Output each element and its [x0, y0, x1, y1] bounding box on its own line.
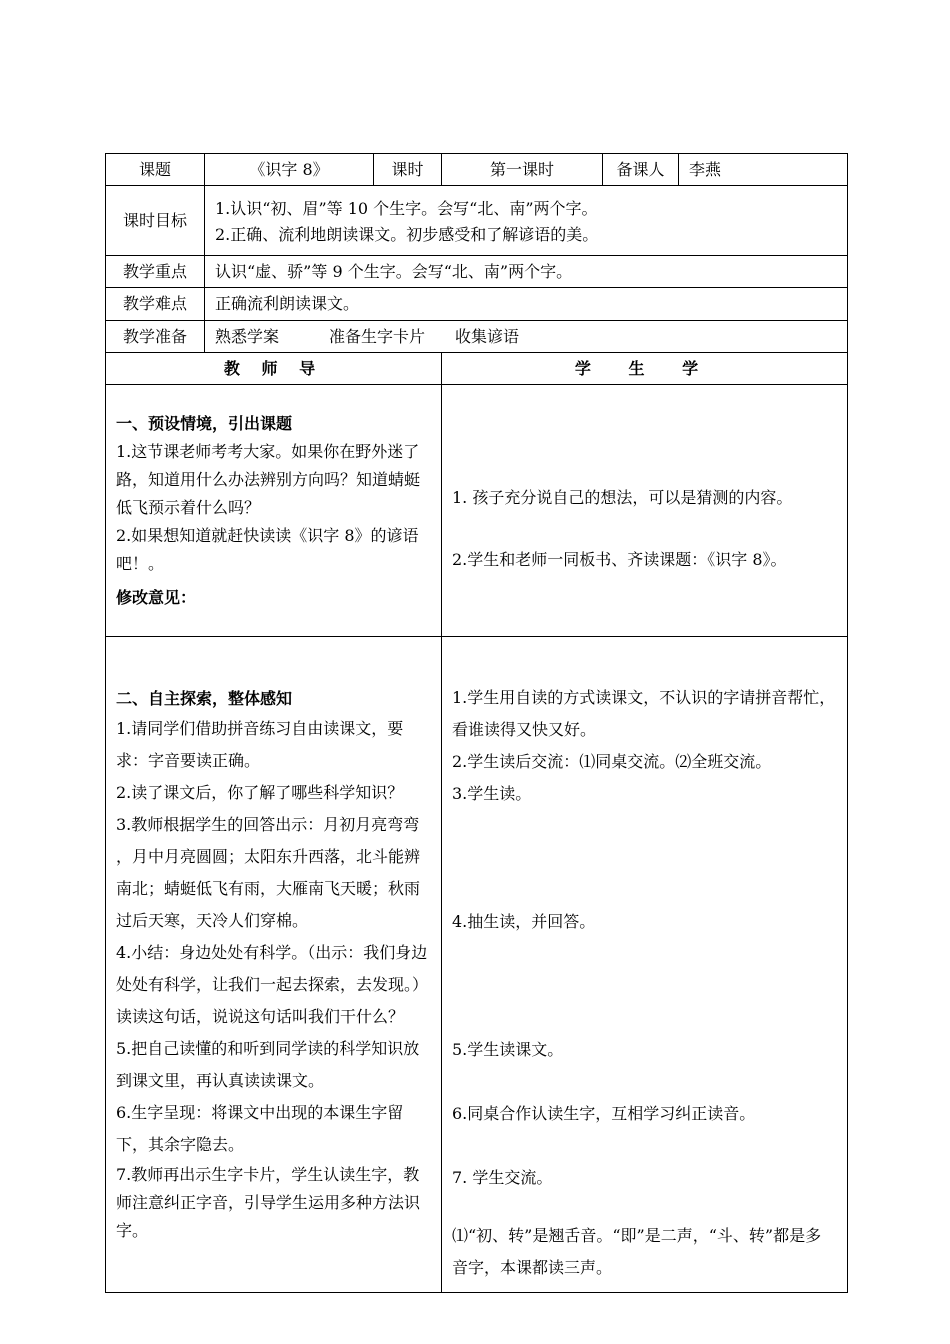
- goal-line-2: 2.正确、流利地朗读课文。初步感受和了解谚语的美。: [215, 225, 599, 244]
- section-2-teacher: [106, 637, 442, 1293]
- section-2-student-item-8: ⑴“初、转”是翘舌音。“即”是二声，“斗、转”都是多音字，本课都读三声。: [452, 1225, 822, 1277]
- section-2-student-item-7: 7. 学生交流。: [452, 1167, 553, 1187]
- section-2-teacher-item-6: 6.生字呈现：将课文中出现的本课生字留下，其余字隐去。: [116, 1102, 404, 1154]
- teacher-label: 备课人: [603, 154, 679, 186]
- section-1-student-item-2: 2.学生和老师一同板书、齐读课题：《识字 8》。: [452, 549, 787, 569]
- prep-item-2: 准备生字卡片: [329, 326, 426, 346]
- subject-value: 《识字 8》: [205, 154, 374, 186]
- section-2-student-item-6: 6.同桌合作认读生字，互相学习纠正读音。: [452, 1103, 756, 1123]
- difficulty-row: [106, 288, 848, 321]
- section-1-teacher: [106, 385, 442, 637]
- student-column-header: 学 生 学: [442, 353, 848, 385]
- goal-line-1: 1.认识“初、眉”等 10 个生字。会写“北、南”两个字。: [215, 199, 598, 218]
- period-label: 课时: [374, 154, 442, 186]
- section-1-student: [442, 385, 848, 637]
- header-row: [106, 154, 848, 186]
- focus-value: 认识“虚、骄”等 9 个生字。会写“北、南”两个字。: [205, 256, 848, 288]
- goal-content: [205, 186, 848, 256]
- section-2-teacher-item-1: 1.请同学们借助拼音练习自由读课文，要求：字音要读正确。: [116, 718, 404, 770]
- goal-label: 课时目标: [106, 186, 205, 256]
- section-1-row: [106, 385, 848, 637]
- focus-row: [106, 256, 848, 288]
- section-2-teacher-item-2: 2.读了课文后，你了解了哪些科学知识？: [116, 782, 404, 802]
- section-2-teacher-item-5: 5.把自己读懂的和听到同学读的科学知识放到课文里，再认真读读课文。: [116, 1038, 420, 1090]
- section-2-title: 二、自主探索，整体感知: [116, 688, 293, 708]
- column-header-row: [106, 353, 848, 385]
- section-2-student-item-1: 1.学生用自读的方式读课文，不认识的字请拼音帮忙，看谁读得又快又好。: [452, 687, 836, 739]
- prep-row: [106, 321, 848, 353]
- section-1-teacher-item-1: 1.这节课老师考考大家。如果你在野外迷了路，知道用什么办法辨别方向吗？知道蜻蜓低飞预示着什么吗？: [116, 441, 421, 517]
- section-2-teacher-item-7: 7.教师再出示生字卡片，学生认读生字，教师注意纠正字音，引导学生运用多种方法识字。: [116, 1164, 421, 1240]
- difficulty-label: 教学难点: [106, 288, 205, 321]
- section-2-teacher-item-3: 3.教师根据学生的回答出示：月初月亮弯弯 ，月中月亮圆圆；太阳东升西落，北斗能辨南北；蜻蜓低飞有雨，大雁南飞天暖；秋雨过后天寒，天冷人们穿棉。: [116, 814, 421, 930]
- teacher-column-header: 教 师 导: [106, 353, 442, 385]
- lesson-plan-table: [105, 153, 848, 1293]
- section-2-student: [442, 637, 848, 1293]
- revise-label: 修改意见：: [116, 587, 197, 607]
- period-value: 第一课时: [442, 154, 603, 186]
- section-2-teacher-item-4: 4.小结：身边处处有科学。（出示：我们身边处处有科学，让我们一起去探索，去发现。）读读这句话，说说这句话叫我们干什么？: [116, 942, 429, 1026]
- section-2-student-item-4: 4.抽生读，并回答。: [452, 911, 596, 931]
- section-2-student-item-2: 2.学生读后交流：⑴同桌交流。⑵全班交流。: [452, 751, 772, 771]
- prep-value: [205, 321, 848, 353]
- prep-item-1: 熟悉学案: [215, 326, 280, 346]
- section-2-row: [106, 637, 848, 1293]
- teacher-value: 李燕: [679, 154, 848, 186]
- section-1-title: 一、预设情境，引出课题: [116, 413, 293, 433]
- difficulty-value: 正确流利朗读课文。: [205, 288, 848, 321]
- prep-label: 教学准备: [106, 321, 205, 353]
- section-2-student-item-5: 5.学生读课文。: [452, 1039, 564, 1059]
- goal-row: [106, 186, 848, 256]
- focus-label: 教学重点: [106, 256, 205, 288]
- section-1-student-item-1: 1. 孩子充分说自己的想法，可以是猜测的内容。: [452, 487, 793, 507]
- subject-label: 课题: [106, 154, 205, 186]
- prep-item-3: 收集谚语: [455, 326, 520, 346]
- section-2-student-item-3: 3.学生读。: [452, 783, 532, 803]
- section-1-teacher-item-2: 2.如果想知道就赶快读读《识字 8》的谚语吧！。: [116, 525, 419, 573]
